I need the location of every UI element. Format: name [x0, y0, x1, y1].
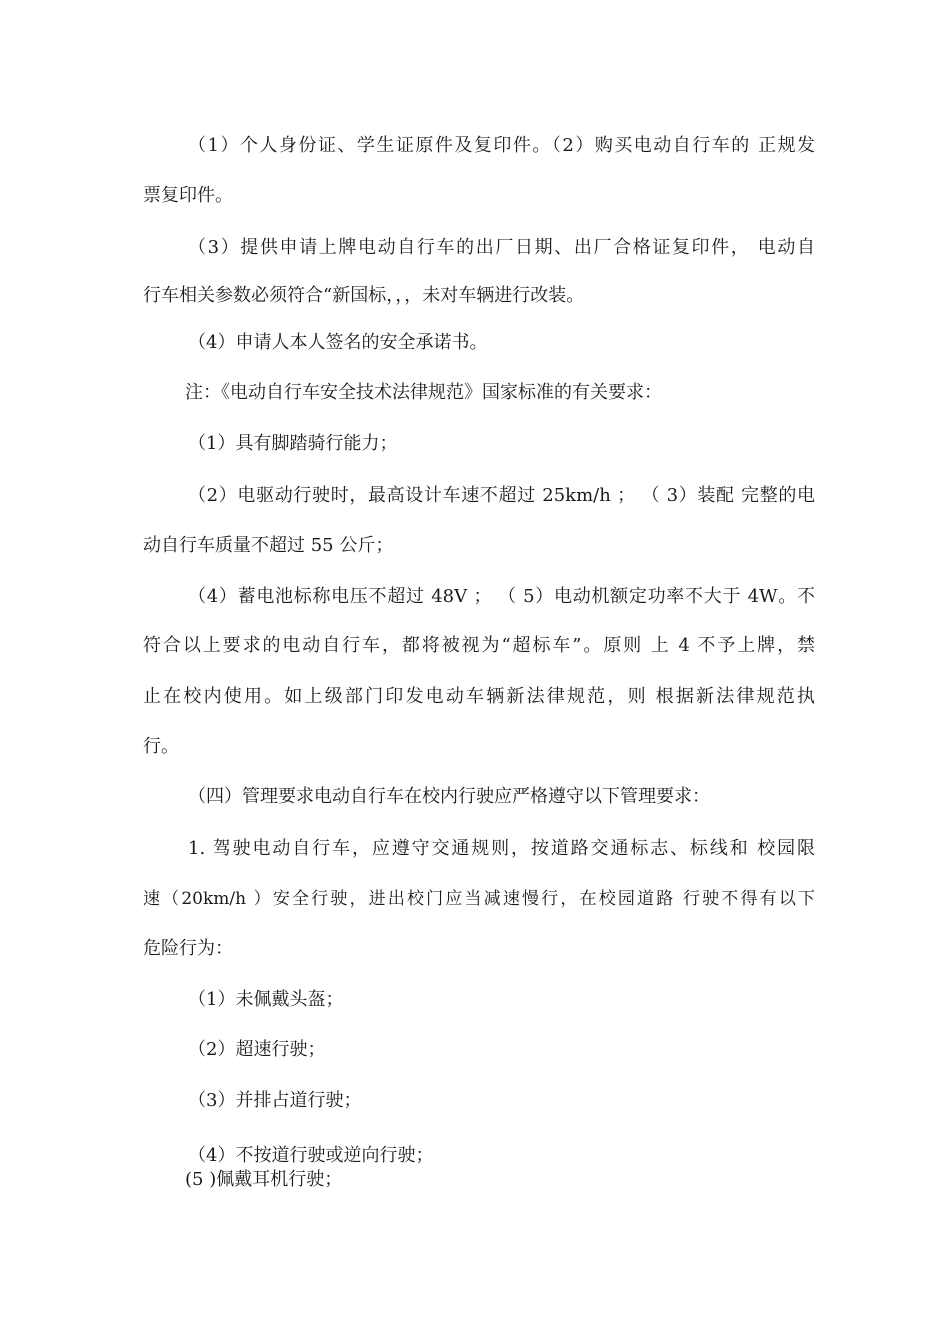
- list-item: （1）未佩戴头盔；: [188, 989, 344, 1010]
- paragraph-line: 票复印件。: [143, 185, 233, 206]
- paragraph-line: （2）电驱动行驶时，最高设计车速不超过 25km/h ； （ 3）装配 完整的电: [188, 485, 815, 506]
- paragraph-line: 符合以上要求的电动自行车，都将被视为“超标车”。原则 上 4 不予上牌，禁: [143, 635, 815, 656]
- paragraph-line: 行。: [143, 736, 179, 757]
- paragraph-line: （1）个人身份证、学生证原件及复印件。（2）购买电动自行车的 正规发: [188, 135, 815, 156]
- paragraph-line: 危险行为：: [143, 938, 233, 959]
- list-item: （3）并排占道行驶；: [188, 1090, 362, 1111]
- list-item: （4）不按道行驶或逆向行驶；: [188, 1145, 434, 1166]
- paragraph-line: 1. 驾驶电动自行车，应遵守交通规则，按道路交通标志、标线和 校园限: [188, 838, 815, 859]
- paragraph-line: （3）提供申请上牌电动自行车的出厂日期、出厂合格证复印件， 电动自: [188, 237, 815, 258]
- paragraph-line: （4）申请人本人签名的安全承诺书。: [188, 332, 488, 353]
- paragraph-line: 行车相关参数必须符合“新国标，，，未对车辆进行改装。: [143, 285, 585, 306]
- paragraph-line: 止在校内使用。如上级部门印发电动车辆新法律规范，则 根据新法律规范执: [143, 686, 815, 707]
- paragraph-line: （1）具有脚踏骑行能力；: [188, 433, 398, 454]
- section-heading: （四）管理要求电动自行车在校内行驶应严格遵守以下管理要求：: [188, 786, 710, 807]
- paragraph-line: （4）蓄电池标称电压不超过 48V ； （ 5）电动机额定功率不大于 4W。不: [188, 586, 815, 607]
- list-item: （2）超速行驶；: [188, 1039, 326, 1060]
- note-heading: 注：《电动自行车安全技术法律规范》国家标准的有关要求：: [185, 382, 662, 403]
- list-item: (5 )佩戴耳机行驶；: [185, 1169, 343, 1190]
- paragraph-line: 速（20km/h ）安全行驶，进出校门应当减速慢行，在校园道路 行驶不得有以下: [143, 889, 815, 909]
- paragraph-line: 动自行车质量不超过 55 公斤；: [143, 535, 394, 556]
